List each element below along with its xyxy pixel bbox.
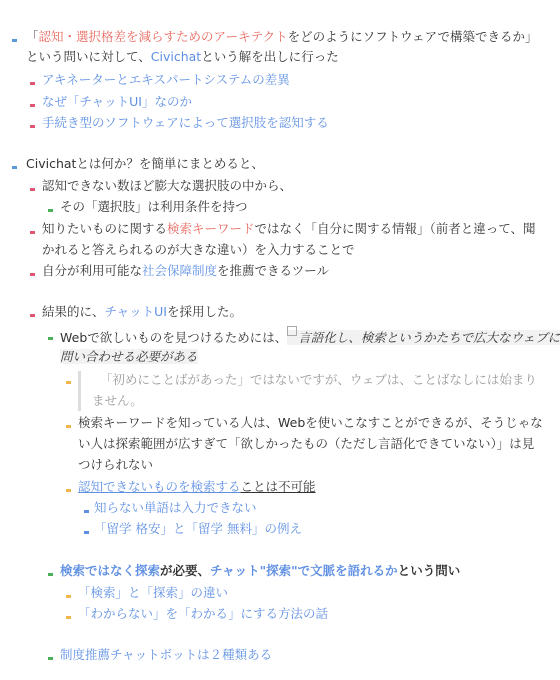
section1-line1 xyxy=(26,28,538,46)
link-unknown-words[interactable]: 知らない単語は入力できない xyxy=(94,500,257,515)
section3-web-cont xyxy=(60,348,198,366)
quote-text: 「初めにことばがあった」ではないですが、ウェブは、ことばなしには始まり xyxy=(100,372,537,387)
text: を推薦できるツール xyxy=(217,263,330,278)
link-how-to-understand[interactable]: 「わからない」を「わかる」にする方法の話 xyxy=(78,606,329,621)
text: かれると答えられるのが大きな違い）を入力することで xyxy=(42,242,355,257)
section2-head: Civichatとは何か？を簡単にまとめると、 xyxy=(26,156,264,171)
section3-head xyxy=(42,303,242,321)
bullet xyxy=(48,573,53,576)
bullet xyxy=(30,82,35,85)
text: 知りたいものに関する xyxy=(42,221,168,236)
bullet xyxy=(66,425,71,428)
link-chat-ui[interactable]: なぜ「チャットUI」なのか xyxy=(42,94,192,109)
link-study-abroad-example[interactable]: 「留学 格安」と「留学 無料」の例え xyxy=(94,521,302,536)
bullet xyxy=(66,489,71,492)
section2-item3 xyxy=(42,262,329,280)
text: という問いに対して、 xyxy=(26,49,151,64)
text: 検索キーワードを知っている人は、Webを使いこなすことができるが、そうじゃな xyxy=(78,415,543,430)
bullet xyxy=(84,510,89,513)
section4-head xyxy=(60,562,460,580)
text: が必要、 xyxy=(160,563,211,578)
section2-item2 xyxy=(42,220,536,238)
text: を採用した。 xyxy=(166,304,242,319)
link-uncognizable[interactable]: 認知できないものを検索する xyxy=(78,479,241,494)
text: つけられない xyxy=(78,457,154,472)
bullet xyxy=(48,209,53,212)
bullet xyxy=(30,188,35,191)
highlight-quote xyxy=(287,330,560,345)
frame-icon xyxy=(287,326,297,336)
bullet xyxy=(66,595,71,598)
link-search-vs-explore[interactable]: 「検索」と「探索」の違い xyxy=(78,585,229,600)
bullet xyxy=(48,657,53,660)
link-akinator[interactable]: アキネーターとエキスパートシステムの差異 xyxy=(42,72,290,87)
link-civichat[interactable]: Civichat xyxy=(150,49,202,64)
bullet xyxy=(30,314,35,317)
text: 結果的に、 xyxy=(42,304,105,319)
bullet xyxy=(66,616,71,619)
bullet xyxy=(48,337,53,340)
section1-line2 xyxy=(26,48,339,66)
bullet xyxy=(30,273,35,276)
text: ことは不可能 xyxy=(240,479,316,494)
text: 問い合わせる必要がある xyxy=(60,349,198,364)
bullet xyxy=(30,104,35,107)
text: い人は探索範囲が広すぎて「欲しかったもの（ただし言語化できていない）」は見 xyxy=(78,436,535,451)
link-chatbot-types[interactable]: 制度推薦チャットボットは２種類ある xyxy=(60,647,273,662)
text: ではなく「自分に関する情報」（前者と違って、聞 xyxy=(254,221,536,236)
text: 「 xyxy=(26,29,39,44)
bullet xyxy=(66,381,71,384)
bullet xyxy=(12,166,17,169)
link-procedural[interactable]: 手続き型のソフトウェアによって選択肢を認知する xyxy=(42,115,329,130)
section3-web xyxy=(60,326,560,347)
text: という解を出しに行った xyxy=(201,49,339,64)
text: 言語化し、検索というかたちで広大なウェブに xyxy=(298,330,560,345)
text: 自分が利用可能な xyxy=(42,263,143,278)
text: Webで欲しいものを見つけるためには、 xyxy=(60,330,288,345)
quote-bar xyxy=(78,371,81,411)
text: をどのようにソフトウェアで構築できるか」 xyxy=(287,29,538,44)
link-chat-exploration[interactable]: チャット"探索"で文脈を語れるか xyxy=(210,563,398,578)
text: 認知できない数ほど膨大な選択肢の中から、 xyxy=(42,178,293,193)
link-exploration[interactable]: 検索ではなく探索 xyxy=(60,563,161,578)
link-chat-ui[interactable]: チャットUI xyxy=(104,304,167,319)
text: その「選択肢」は利用条件を持つ xyxy=(60,199,248,214)
link-social-security[interactable]: 社会保障制度 xyxy=(142,263,218,278)
quote-text: ません。 xyxy=(92,393,143,408)
bullet xyxy=(30,125,35,128)
bullet xyxy=(30,231,35,234)
bullet xyxy=(84,531,89,534)
link-search-keyword[interactable]: 検索キーワード xyxy=(167,221,255,236)
link-architect[interactable]: 認知・選択格差を減らすためのアーキテクト xyxy=(38,29,288,44)
section3-impossible xyxy=(78,478,316,496)
text: という問い xyxy=(397,563,461,578)
bullet xyxy=(12,39,17,42)
